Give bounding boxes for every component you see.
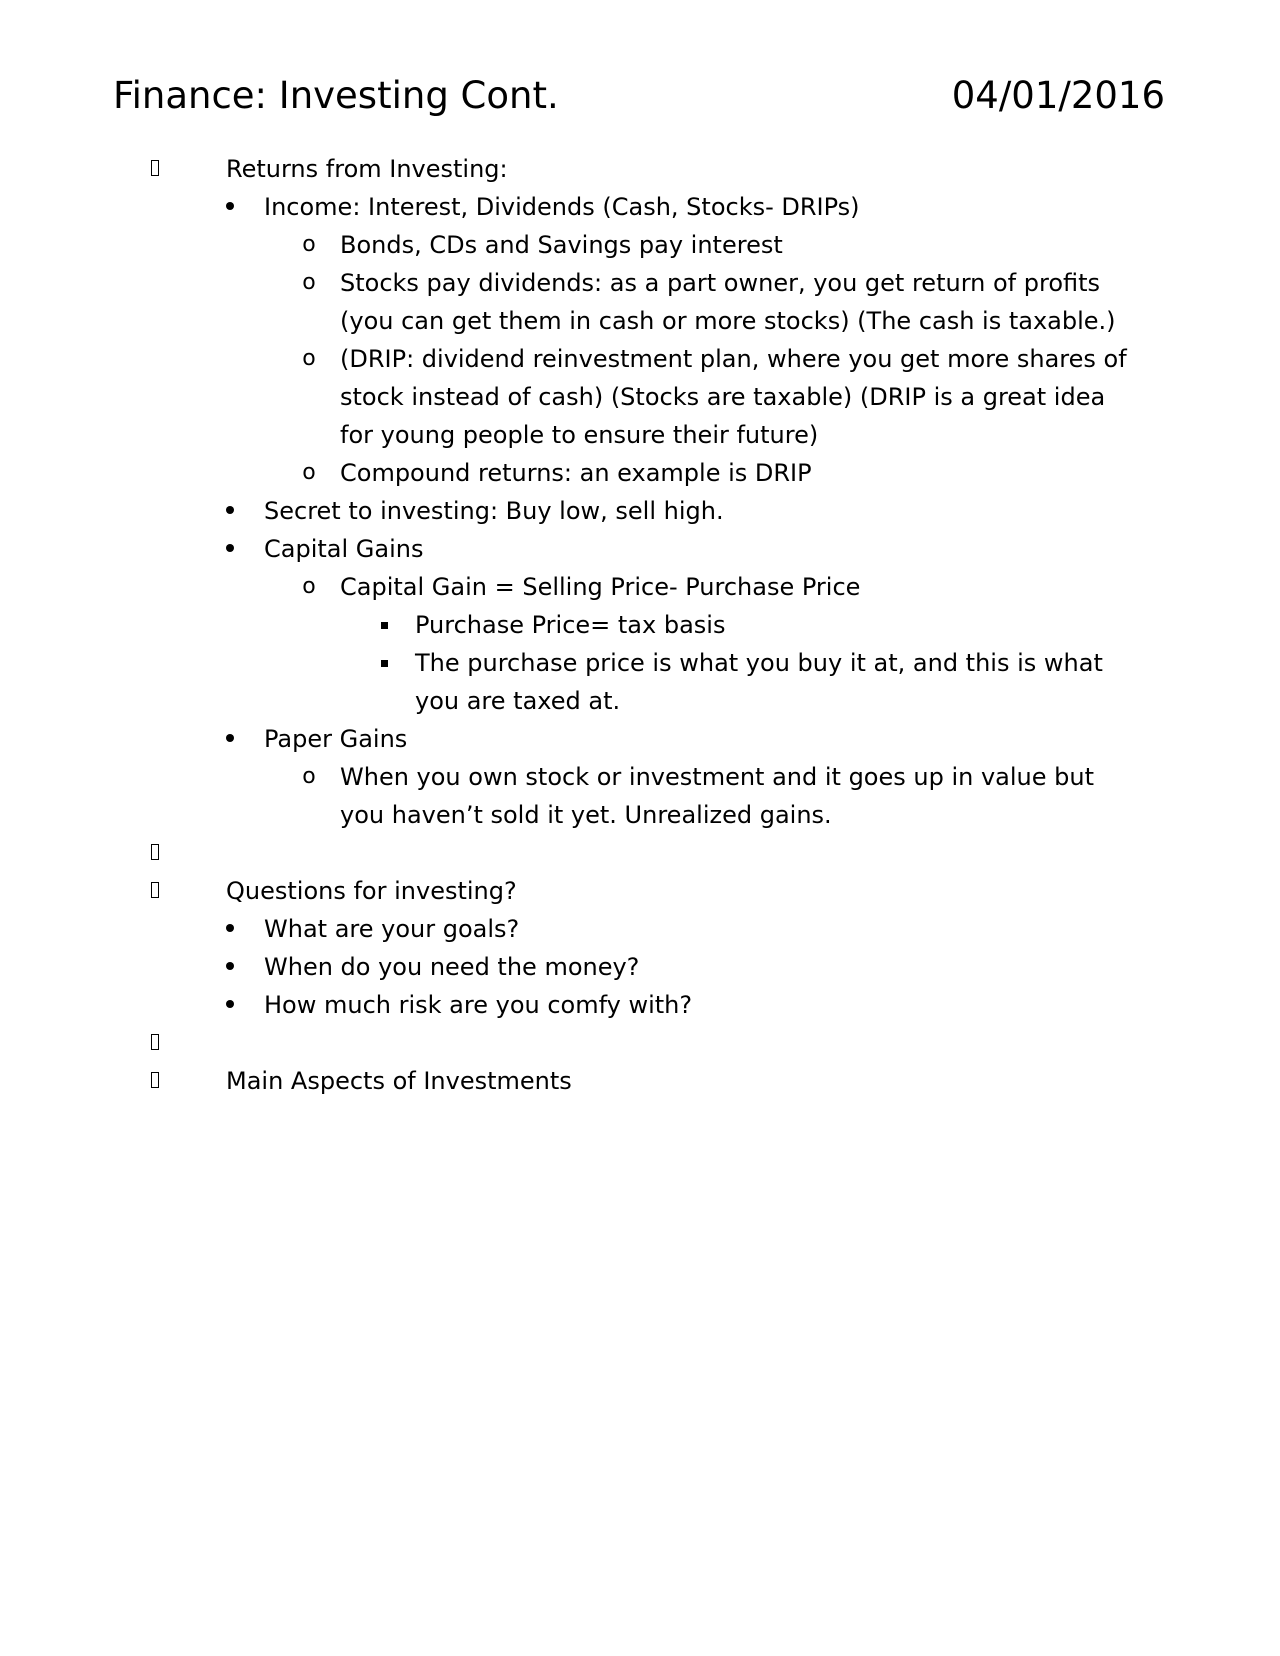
empty-outline-row xyxy=(0,834,1280,872)
missing-glyph-icon xyxy=(140,150,170,188)
empty-outline-row xyxy=(0,1024,1280,1062)
item-capital-gains: Capital Gains xyxy=(264,535,424,563)
item-purchase-price: The purchase price is what you buy it at, and this is what you are taxed at. xyxy=(415,649,1103,715)
outline-heading xyxy=(0,1062,1280,1100)
item-secret: Secret to investing: Buy low, sell high. xyxy=(264,497,724,525)
square-bullet-icon xyxy=(369,644,399,682)
page-title: Finance: Investing Cont. xyxy=(113,74,559,117)
item-tax-basis: Purchase Price= tax basis xyxy=(415,611,726,639)
bullet-icon xyxy=(215,948,245,986)
list-item xyxy=(0,188,1280,226)
list-item xyxy=(0,910,1280,948)
outline-heading xyxy=(0,150,1280,188)
circle-bullet-icon: o xyxy=(302,346,316,371)
bullet-icon xyxy=(215,188,245,226)
item-goals: What are your goals? xyxy=(264,915,520,943)
list-item xyxy=(0,644,1280,720)
list-item xyxy=(0,720,1280,758)
circle-bullet-icon: o xyxy=(302,232,316,257)
list-item xyxy=(0,226,1280,264)
outline-heading xyxy=(0,872,1280,910)
bullet-icon xyxy=(215,986,245,1024)
square-bullet-icon xyxy=(369,606,399,644)
list-item xyxy=(0,264,1280,340)
heading-main-aspects: Main Aspects of Investments xyxy=(226,1067,572,1095)
circle-bullet-icon: o xyxy=(302,460,316,485)
list-item xyxy=(0,948,1280,986)
list-item xyxy=(0,492,1280,530)
item-bonds: Bonds, CDs and Savings pay interest xyxy=(340,231,783,259)
item-compound: Compound returns: an example is DRIP xyxy=(340,459,812,487)
bullet-icon xyxy=(215,492,245,530)
bullet-icon xyxy=(215,720,245,758)
circle-bullet-icon: o xyxy=(302,270,316,295)
missing-glyph-icon xyxy=(140,834,170,872)
circle-bullet-icon: o xyxy=(302,574,316,599)
list-item xyxy=(0,758,1280,834)
item-paper-gains: Paper Gains xyxy=(264,725,408,753)
bullet-icon xyxy=(215,910,245,948)
list-item xyxy=(0,530,1280,568)
circle-bullet-icon: o xyxy=(302,764,316,789)
list-item xyxy=(0,986,1280,1024)
heading-returns: Returns from Investing: xyxy=(226,155,508,183)
missing-glyph-icon xyxy=(140,1024,170,1062)
missing-glyph-icon xyxy=(140,872,170,910)
item-stocks-dividends: Stocks pay dividends: as a part owner, you get return of profits (you can get them in cash or more stocks) (The cash is taxable.) xyxy=(340,269,1116,335)
list-item xyxy=(0,568,1280,606)
item-risk: How much risk are you comfy with? xyxy=(264,991,693,1019)
list-item xyxy=(0,454,1280,492)
item-capital-formula: Capital Gain = Selling Price- Purchase Price xyxy=(340,573,861,601)
heading-questions: Questions for investing? xyxy=(226,877,517,905)
page-date: 04/01/2016 xyxy=(951,74,1165,117)
item-need-money: When do you need the money? xyxy=(264,953,640,981)
list-item xyxy=(0,340,1280,454)
item-income: Income: Interest, Dividends (Cash, Stocks- DRIPs) xyxy=(264,193,860,221)
notes-outline xyxy=(0,150,1280,1100)
bullet-icon xyxy=(215,530,245,568)
item-unrealized: When you own stock or investment and it goes up in value but you haven’t sold it yet. Unrealized gains. xyxy=(340,763,1095,829)
list-item xyxy=(0,606,1280,644)
item-drip: (DRIP: dividend reinvestment plan, where you get more shares of stock instead of cash) (Stocks are taxable) (DRIP is a great idea for young people to ensure their future) xyxy=(340,345,1127,449)
missing-glyph-icon xyxy=(140,1062,170,1100)
